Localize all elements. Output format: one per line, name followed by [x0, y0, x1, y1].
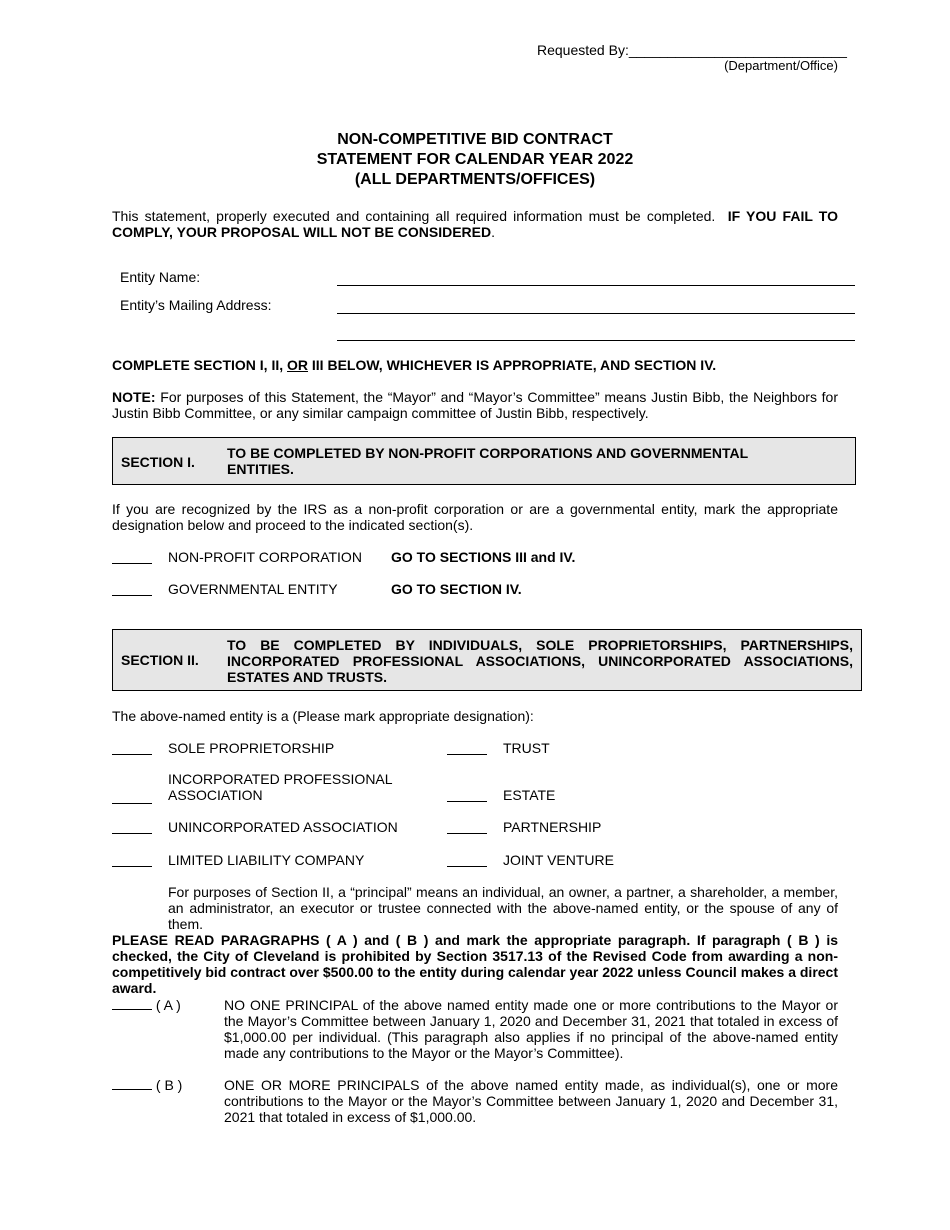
title-line-2: STATEMENT FOR CALENDAR YEAR 2022 [316, 151, 634, 168]
estate-blank[interactable] [447, 789, 487, 802]
intro-end: . [491, 224, 495, 240]
governmental-checkbox-blank[interactable] [112, 583, 152, 596]
section-2-heading: TO BE COMPLETED BY INDIVIDUALS, SOLE PROPRIETORSHIPS, PARTNERSHIPS, INCORPORATED PROFESSIONAL ASSOCIATIONS, UNINCORPORATED ASSOCIATIONS, ESTATES AND TRUSTS. [227, 637, 853, 685]
entity-address-field-1[interactable] [337, 313, 855, 314]
section-instructions [112, 357, 842, 373]
joint-venture-label: JOINT VENTURE [503, 852, 614, 868]
nonprofit-goto: GO TO SECTIONS III and IV. [391, 549, 576, 565]
governmental-goto: GO TO SECTION IV. [391, 581, 522, 597]
partnership-option[interactable] [447, 819, 667, 837]
sole-proprietorship-label: SOLE PROPRIETORSHIP [168, 740, 335, 756]
nonprofit-label: NON-PROFIT CORPORATION [168, 549, 362, 565]
requested-by [537, 42, 857, 58]
section-1-header [112, 437, 856, 485]
llc-option[interactable] [112, 852, 432, 870]
department-note: (Department/Office) [724, 58, 838, 73]
paragraph-b-label: ( B ) [155, 1077, 183, 1093]
joint-venture-option[interactable] [447, 852, 667, 870]
paragraph-a-blank[interactable] [112, 997, 152, 1010]
partnership-label: PARTNERSHIP [503, 819, 602, 835]
governmental-label: GOVERNMENTAL ENTITY [168, 581, 338, 597]
intro-paragraph [112, 208, 838, 240]
section-1-label: SECTION I. [121, 454, 195, 470]
llc-label: LIMITED LIABILITY COMPANY [168, 852, 365, 868]
trust-blank[interactable] [447, 742, 487, 755]
instructions-or: OR [287, 357, 309, 373]
intro-warning: IF YOU FAIL TO COMPLY, YOUR PROPOSAL WILL NOT BE CONSIDERED [112, 208, 838, 240]
note-paragraph [112, 389, 838, 421]
unincorporated-association-option[interactable] [112, 819, 432, 837]
nonprofit-checkbox-blank[interactable] [112, 551, 152, 564]
entity-name-field[interactable] [337, 285, 855, 286]
section-2-prompt: The above-named entity is a (Please mark appropriate designation): [112, 708, 534, 724]
sole-proprietorship-option[interactable] [112, 740, 432, 758]
section-1-heading: TO BE COMPLETED BY NON-PROFIT CORPORATIONS AND GOVERNMENTAL ENTITIES. [227, 445, 748, 477]
note-text: For purposes of this Statement, the “Mayor” and “Mayor’s Committee” means Justin Bibb, the Neighbors for Justin Bibb Committee, or any similar campaign committee of Justin Bibb, respectively. [112, 389, 838, 421]
incorporated-professional-option[interactable] [112, 771, 432, 807]
sole-proprietorship-blank[interactable] [112, 742, 152, 755]
instructions-part-2: III BELOW, WHICHEVER IS APPROPRIATE, AND SECTION IV. [308, 357, 717, 373]
instructions-part-1: COMPLETE SECTION I, II, [112, 357, 288, 373]
section-2-label: SECTION II. [121, 652, 199, 668]
paragraph-a-text: NO ONE PRINCIPAL of the above named entity made one or more contributions to the Mayor or the Mayor’s Committee between January 1, 2020 and December 31, 2021 that totaled in excess of $1,000.00 per individual. (This paragraph also applies if no principal of the above-named entity made any contributions to the Mayor or the Mayor’s Committee). [224, 997, 838, 1061]
paragraphs-instruction: PLEASE READ PARAGRAPHS ( A ) and ( B ) and mark the appropriate paragraph. If paragraph ( B ) is checked, the City of Cleveland is prohibited by Section 3517.13 of the Revised Code from awarding a non-competitively bid contract over $500.00 to the entity during calendar year 2022 unless Council makes a direct award. [112, 932, 838, 996]
principal-definition: For purposes of Section II, a “principal” means an individual, an owner, a partner, a shareholder, a member, an administrator, an executor or trustee connected with the above-named entity, or the spouse of any of them. [168, 884, 838, 932]
section-1-body: If you are recognized by the IRS as a non-profit corporation or are a governmental entity, mark the appropriate designation below and proceed to the indicated section(s). [112, 501, 838, 533]
estate-label: ESTATE [503, 787, 556, 803]
title-line-3: (ALL DEPARTMENTS/OFFICES) [354, 171, 596, 188]
incorporated-professional-label: INCORPORATED PROFESSIONAL ASSOCIATION [168, 771, 393, 803]
joint-venture-blank[interactable] [447, 854, 487, 867]
estate-option[interactable] [447, 787, 667, 805]
paragraph-b-selector[interactable] [112, 1077, 212, 1095]
unincorporated-association-label: UNINCORPORATED ASSOCIATION [168, 819, 398, 835]
paragraph-a-selector[interactable] [112, 997, 212, 1015]
paragraph-b-blank[interactable] [112, 1077, 152, 1090]
trust-label: TRUST [503, 740, 550, 756]
title-line-1: NON-COMPETITIVE BID CONTRACT [337, 131, 613, 148]
requested-by-label: Requested By: [537, 42, 629, 58]
entity-address-field-2[interactable] [337, 340, 855, 341]
incorporated-professional-blank[interactable] [112, 791, 152, 804]
entity-address-label: Entity’s Mailing Address: [120, 297, 272, 313]
paragraph-a-label: ( A ) [155, 997, 181, 1013]
section-2-header [112, 629, 862, 691]
requested-by-field[interactable]: ____________________________ [628, 42, 847, 58]
unincorporated-association-blank[interactable] [112, 821, 152, 834]
governmental-option[interactable] [112, 581, 672, 599]
note-label: NOTE: [112, 389, 156, 405]
entity-name-label: Entity Name: [120, 269, 201, 285]
partnership-blank[interactable] [447, 821, 487, 834]
nonprofit-option[interactable] [112, 549, 672, 567]
trust-option[interactable] [447, 740, 667, 758]
intro-text: This statement, properly executed and containing all required information must be completed. [112, 208, 716, 224]
llc-blank[interactable] [112, 854, 152, 867]
paragraph-b-text: ONE OR MORE PRINCIPALS of the above named entity made, as individual(s), one or more contributions to the Mayor or the Mayor’s Committee between January 1, 2020 and December 31, 2021 that totaled in excess of $1,000.00. [224, 1077, 838, 1125]
